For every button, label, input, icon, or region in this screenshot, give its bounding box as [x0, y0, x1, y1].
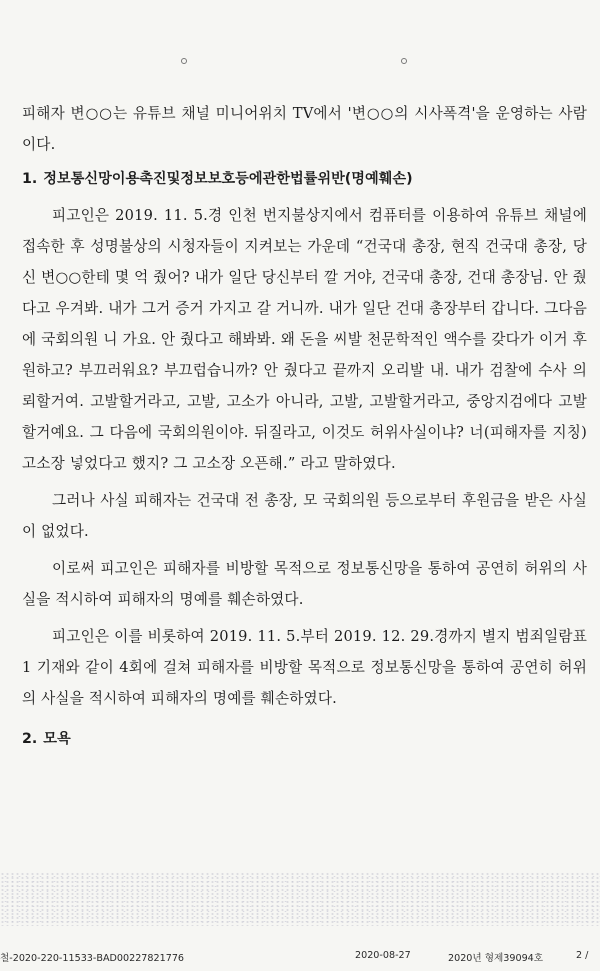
document-body	[22, 98, 587, 760]
scan-noise-band	[0, 872, 600, 926]
paragraph: 이로써 피고인은 피해자를 비방할 목적으로 정보통신망을 통하여 공연히 허위의 사실을 적시하여 피해자의 명예를 훼손하였다.	[22, 560, 587, 608]
section-title: 모욕	[43, 731, 71, 747]
section-heading-2	[22, 726, 587, 752]
footer-page-number: 2 /	[576, 950, 589, 961]
section-number: 1.	[22, 171, 38, 187]
punch-mark	[181, 58, 187, 64]
footer-doc-id: 철-2020-220-11533-BAD00227821776	[0, 953, 185, 964]
paragraph: 피고인은 2019. 11. 5.경 인천 번지불상지에서 컴퓨터를 이용하여 유튜브 채널에 접속한 후 성명불상의 시청자들이 지켜보는 가운데 “건국대 총장, 현직 건국대 총장, 당신 변○○한테 몇 억 줬어? 내가 일단 당신부터 깔 거야, 건국대 총장, 건대 총장님. 안 줬다고 우겨봐. 내가 그거 증거 가지고 갈 거니까. 내가 일단 건대 총장부터 갑니다. 그다음에 국회의원 니 가요. 안 줬다고 해봐봐. 왜 돈을 씨발 천문학적인 액수를 갖다가 이거 후원하고? 부끄러워요? 부끄럽습니까? 안 줬다고 끝까지 오리발 내. 내가 검찰에 수사 의뢰할거여. 고발할거라고, 고발, 고소가 아니라, 고발, 고발할거라고, 중앙지검에다 고발할거예요. 그 다음에 국회의원이야. 뒤질라고, 이것도 허위사실이냐? 너(피해자를 지칭) 고소장 넣었다고 했지? 그 고소장 오픈해.” 라고 말하였다.	[22, 207, 587, 472]
punch-mark	[401, 58, 407, 64]
section-number: 2.	[22, 731, 38, 747]
section-title: 정보통신망이용촉진및정보보호등에관한법률위반(명예훼손)	[43, 171, 413, 187]
paragraph: 피고인은 이를 비롯하여 2019. 11. 5.부터 2019. 12. 29.경까지 별지 범죄일람표 1 기재와 같이 4회에 걸쳐 피해자를 비방할 목적으로 정보통신망을 통하여 공연히 허위의 사실을 적시하여 피해자의 명예를 훼손하였다.	[22, 628, 587, 707]
footer-case-number: 2020년 형제39094호	[448, 953, 544, 964]
page-footer	[0, 946, 600, 968]
footer-date: 2020-08-27	[355, 950, 411, 961]
paragraph: 그러나 사실 피해자는 건국대 전 총장, 모 국회의원 등으로부터 후원금을 받은 사실이 없었다.	[22, 492, 587, 540]
section-heading-1	[22, 166, 587, 192]
intro-paragraph: 피해자 변○○는 유튜브 채널 미니어위치 TV에서 '변○○의 시사폭격'을 운영하는 사람이다.	[22, 105, 587, 153]
